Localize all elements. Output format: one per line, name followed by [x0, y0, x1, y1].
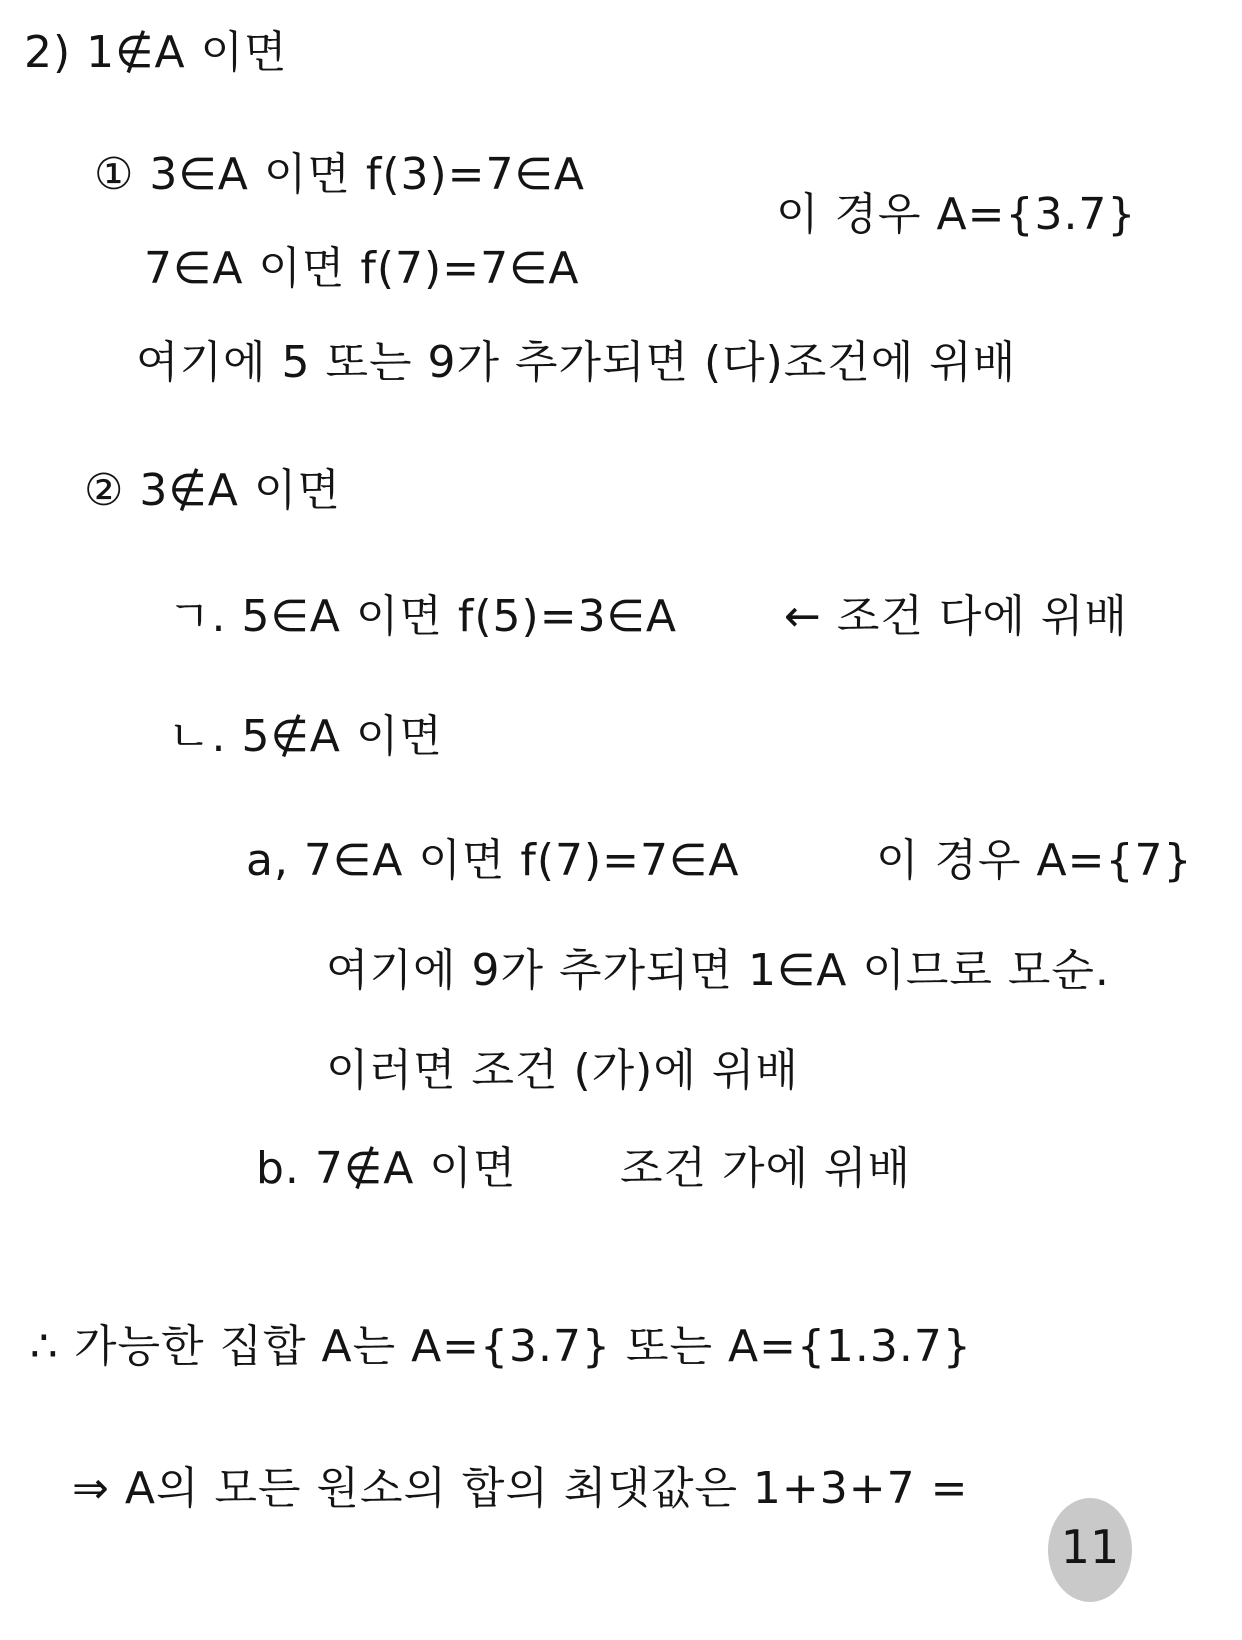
- subcase-1-line-2: 7∈A 이면 f(7)=7∈A: [144, 243, 580, 294]
- final-answer-line: ⇒ A의 모든 원소의 합의 최댓값은 1+3+7 =: [72, 1463, 969, 1514]
- item-a-line-1: a, 7∈A 이면 f(7)=7∈A: [246, 835, 740, 886]
- subcase-2-heading: ② 3∉A 이면: [84, 465, 341, 516]
- answer-highlight: [1048, 1498, 1132, 1602]
- item-nieun-line: ㄴ. 5∉A 이면: [168, 711, 443, 762]
- item-giyeok-note: ← 조건 다에 위배: [784, 591, 1128, 642]
- subcase-1-line-3: 여기에 5 또는 9가 추가되면 (다)조건에 위배: [136, 337, 1017, 388]
- item-a-result-note: 이 경우 A={7}: [876, 835, 1193, 886]
- case-heading: 2) 1∉A 이면: [24, 27, 288, 78]
- item-giyeok-line: ㄱ. 5∈A 이면 f(5)=3∈A: [168, 591, 677, 642]
- item-b-line: b. 7∉A 이면: [256, 1143, 517, 1194]
- subcase-1-line-1: ① 3∈A 이면 f(3)=7∈A: [94, 149, 585, 200]
- answer-value: 11: [1060, 1520, 1120, 1574]
- item-b-note: 조건 가에 위배: [620, 1143, 911, 1194]
- conclusion-line: ∴ 가능한 집합 A는 A={3.7} 또는 A={1.3.7}: [30, 1321, 972, 1372]
- subcase-1-result-note: 이 경우 A={3.7}: [776, 189, 1137, 240]
- item-a-line-2: 여기에 9가 추가되면 1∈A 이므로 모순.: [326, 945, 1110, 996]
- item-a-line-3: 이러면 조건 (가)에 위배: [326, 1045, 799, 1096]
